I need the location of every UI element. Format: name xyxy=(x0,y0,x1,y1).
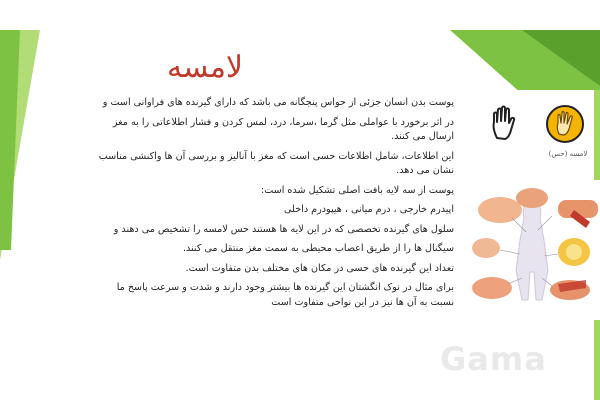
paragraph: اپیدرم خارجی ، درم میانی ، هیپودرم داخلی xyxy=(284,204,454,215)
paragraph: تعداد این گیرنده های حسی در مکان های مختلف بدن متفاوت است. xyxy=(185,262,454,274)
paragraph: این اطلاعات، شامل اطلاعات حسی است که مغز با آنالیز و بررسی آن ها واکنشی مناسب نشان می دهد. xyxy=(98,150,454,176)
slide-title: لامسه xyxy=(166,50,244,85)
hand-icon xyxy=(485,104,525,144)
touch-anatomy-image xyxy=(462,180,600,320)
paragraph: پوست از سه لایه بافت اصلی تشکیل شده است: xyxy=(261,184,454,196)
touch-badge-icon xyxy=(545,104,585,144)
paragraph: سیگنال ها را از طریق اعصاب محیطی به سمت مغز منتقل می کنند. xyxy=(182,243,454,254)
paragraph: سلول های گیرنده تخصصی که در این لایه ها هستند حس لامسه را تشخیص می دهند و xyxy=(113,223,454,235)
paragraph: برای مثال در نوک انگشتان این گیرنده ها بیشتر وجود دارند و شدت و سرعت پاسخ ما نسبت به آن ها نیز در این نواحی متفاوت است xyxy=(116,282,454,308)
watermark: Gama xyxy=(440,340,547,378)
image-caption: لامسه (حس) xyxy=(548,150,588,158)
slide-body xyxy=(96,96,454,315)
paragraph: در اثر برخورد با عواملی مثل گرما ،سرما، درد، لمس کردن و فشار اطلاعاتی را به مغز ارسال می کنند. xyxy=(112,116,454,142)
paragraph: پوست بدن انسان جزئی از حواس پنجگانه می باشد که دارای گیرنده های فراوانی است و xyxy=(102,97,454,108)
